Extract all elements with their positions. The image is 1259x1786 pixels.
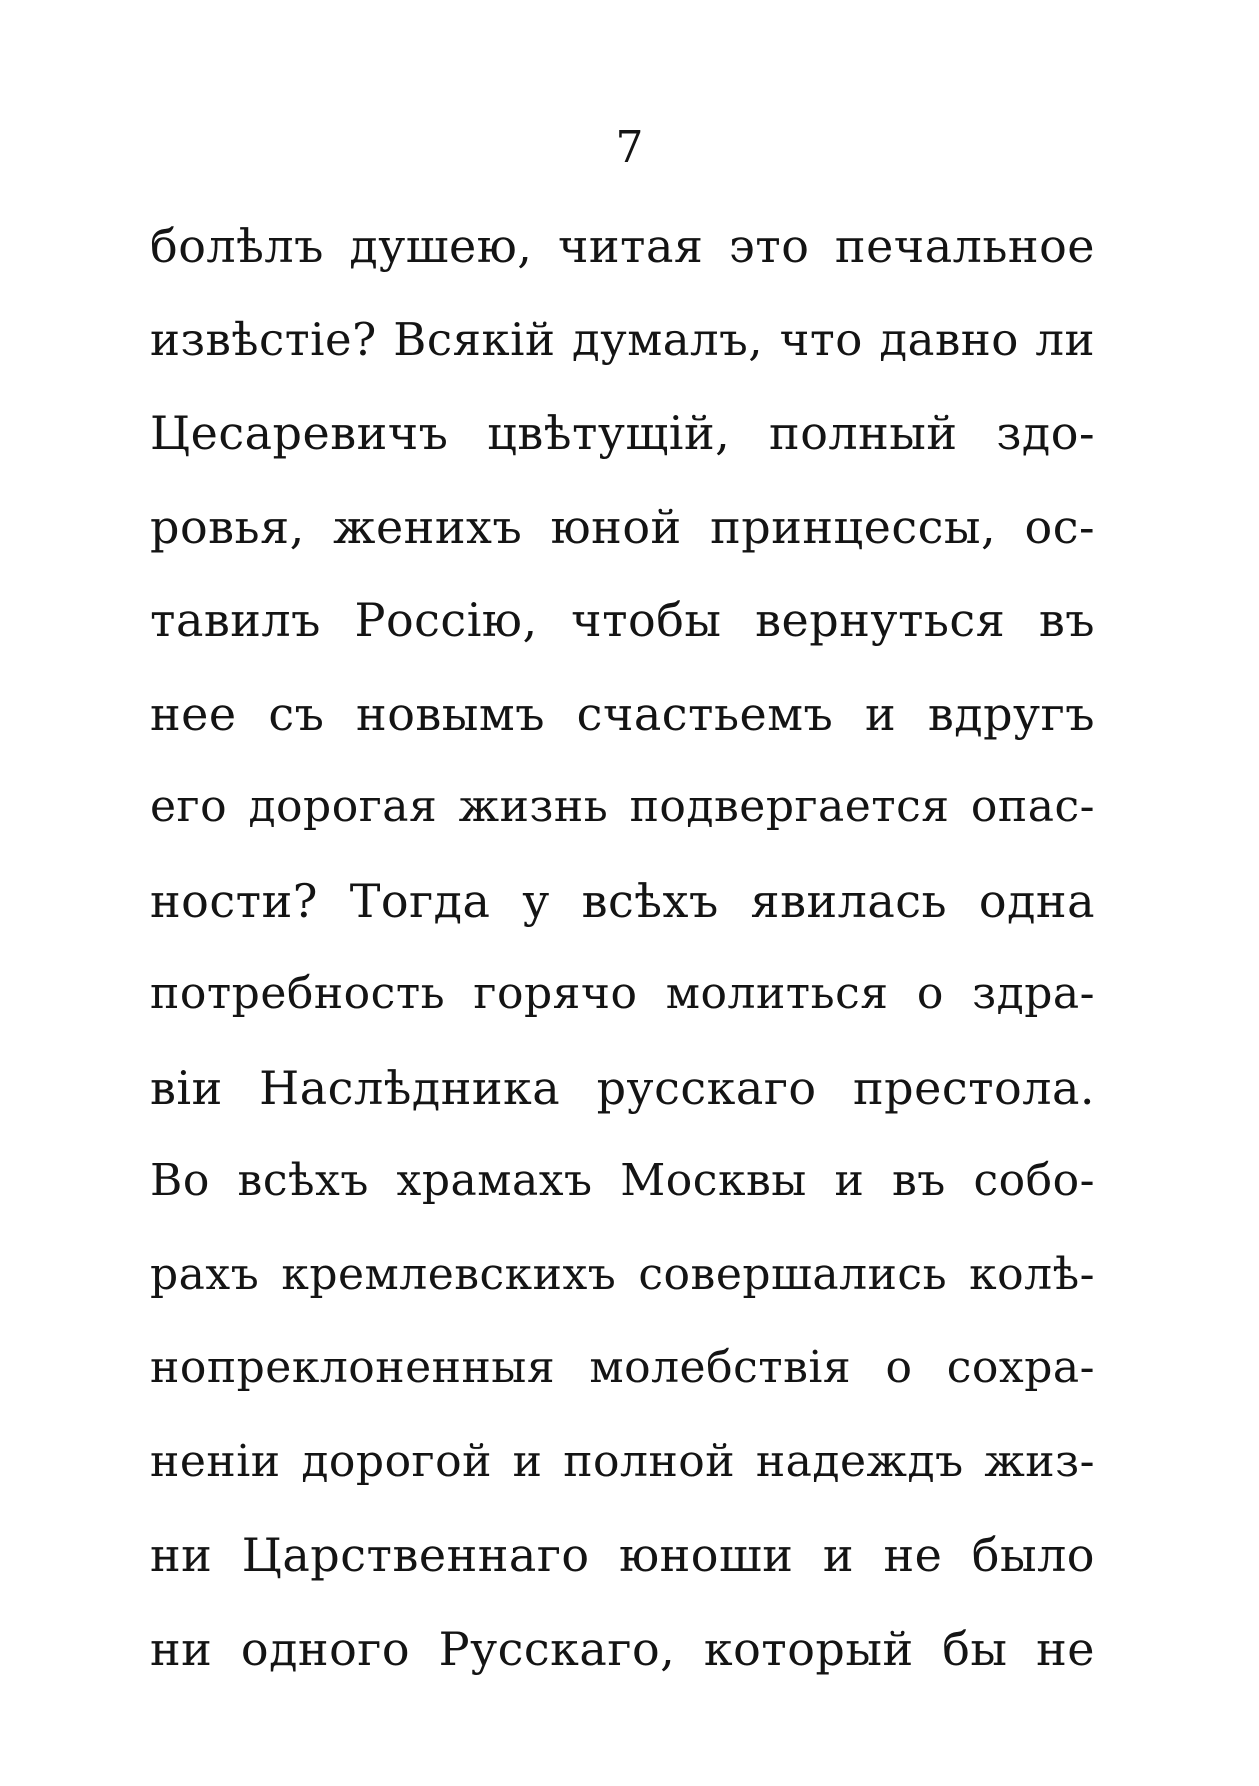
text-line: Цесаревичъ цвѣтущій, полный здо- [150, 406, 1095, 460]
text-line: неніи дорогой и полной надеждъ жиз- [150, 1435, 1095, 1487]
text-line: его дорогая жизнь подвергается опас- [150, 781, 1095, 832]
text-line: ровья, женихъ юной принцессы, ос- [150, 499, 1095, 554]
text-line: ни одного Русскаго, который бы не [150, 1621, 1095, 1676]
text-line: потребность горячо молиться о здра- [150, 968, 1095, 1019]
text-line: віи Наслѣдника русскаго престола. [150, 1060, 1095, 1115]
text-line: рахъ кремлевскихъ совершались колѣ- [150, 1248, 1095, 1300]
text-line: извѣстіе? Всякій думалъ, что давно ли [150, 312, 1095, 366]
text-line: ности? Тогда у всѣхъ явилась одна [150, 873, 1095, 928]
text-line: ни Царственнаго юноши и не было [150, 1528, 1095, 1582]
text-line: нопреклоненныя молебствія о сохра- [150, 1342, 1095, 1393]
page-number: 7 [615, 122, 644, 173]
text-line: тавилъ Россію, чтобы вернуться въ [150, 593, 1095, 647]
text-line: нее съ новымъ счастьемъ и вдругъ [150, 686, 1095, 741]
text-line: болѣлъ душею, читая это печальное [150, 219, 1095, 273]
text-line: Во всѣхъ храмахъ Москвы и въ собо- [150, 1155, 1095, 1206]
body-text [150, 214, 1095, 1710]
